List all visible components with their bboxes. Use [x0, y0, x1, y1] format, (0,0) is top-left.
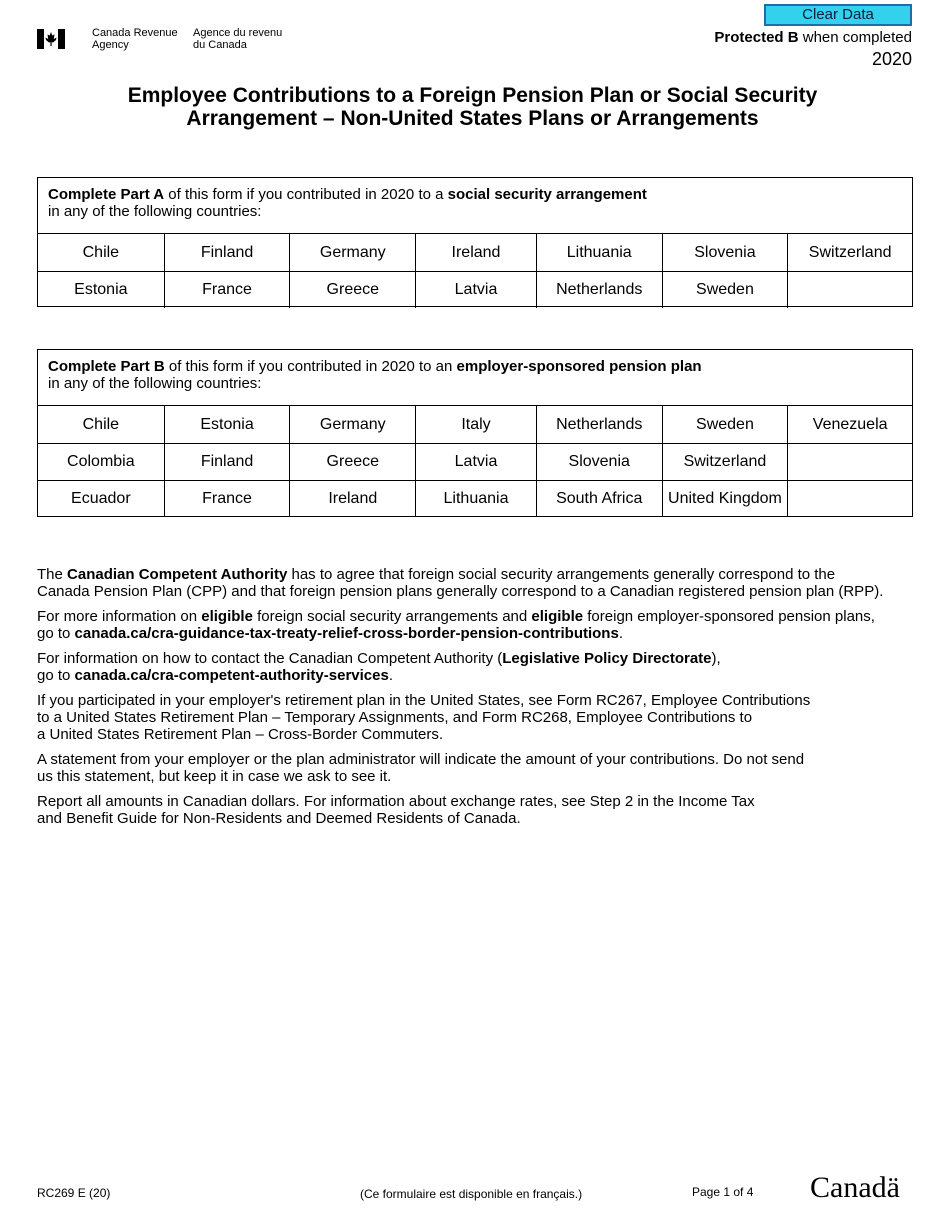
paragraph-us-plans: If you participated in your employer's retirement plan in the United States, see Form RC267, Employee Contributions to a United States Retirement Plan – Temporary Assignments, and Form RC268, Employee Contributions to a United States Retirement Plan – Cross-Border Commuters. [37, 692, 811, 743]
country-cell: Ireland [289, 481, 415, 517]
canada-wordmark: Canadä [810, 1171, 900, 1204]
country-cell: Italy [415, 406, 536, 443]
country-cell: Switzerland [662, 444, 788, 480]
country-cell: Latvia [415, 272, 536, 308]
country-cell: Ecuador [71, 490, 131, 507]
paragraph-competent-authority: The Canadian Competent Authority has to agree that foreign social security arrangements generally correspond to the Canada Pension Plan (CPP) and that foreign pension plans generally correspond to a Canadian registered pension plan (RPP). [37, 566, 884, 600]
paragraph-contact: For information on how to contact the Canadian Competent Authority (Legislative Policy Directorate), go to canada.ca/cra-competent-authority-services. [37, 650, 721, 684]
country-cell: United Kingdom [662, 481, 788, 517]
country-cell: Germany [289, 234, 415, 271]
country-cell: Sweden [662, 406, 788, 443]
form-identifier: RC269 E (20) [37, 1186, 111, 1200]
country-cell [787, 272, 912, 308]
country-cell: Netherlands [536, 272, 662, 308]
country-cell: Lithuania [415, 481, 536, 517]
paragraph-eligible-info: For more information on eligible foreign social security arrangements and eligible foreign employer-sponsored pension plans, go to canada.ca/cra-guidance-tax-treaty-relief-cross-border-pension-contributions. [37, 608, 875, 642]
guidance-link[interactable]: canada.ca/cra-guidance-tax-treaty-relief-cross-border-pension-contributions [74, 625, 619, 642]
clear-data-button[interactable]: Clear Data [764, 4, 912, 26]
instructions-text [37, 566, 937, 835]
country-cell: Germany [289, 406, 415, 443]
country-cell: Greece [289, 272, 415, 308]
country-cell: Ireland [415, 234, 536, 271]
form-year: 2020 [871, 49, 912, 69]
country-cell: Finland [164, 444, 290, 480]
table-row [38, 406, 912, 443]
table-row [38, 443, 912, 480]
country-cell: Venezuela [787, 406, 912, 443]
cra-signature [37, 27, 287, 53]
country-cell: South Africa [536, 481, 662, 517]
country-cell: Lithuania [536, 234, 662, 271]
form-title: Employee Contributions to a Foreign Pension Plan or Social Security Arrangement – Non-United States Plans or Arrangements [127, 84, 818, 130]
country-cell: Chile [82, 243, 120, 261]
country-cell: Greece [289, 444, 415, 480]
country-cell [787, 481, 912, 517]
part-b-intro: Complete Part B of this form if you contributed in 2020 to an employer-sponsored pension plan in any of the following countries: [38, 350, 912, 406]
country-cell: France [164, 481, 290, 517]
canada-flag-icon [37, 29, 65, 49]
paragraph-statement: A statement from your employer or the plan administrator will indicate the amount of your contributions. Do not send us this statement, but keep it in case we ask to see it. [37, 751, 805, 785]
agency-name-en: Canada Revenue Agency [92, 27, 178, 51]
table-row [38, 271, 912, 308]
country-cell: Chile [82, 415, 120, 433]
country-cell: Estonia [164, 406, 290, 443]
french-availability-note: (Ce formulaire est disponible en français.) [360, 1187, 583, 1201]
country-cell: Slovenia [662, 234, 788, 271]
competent-authority-link[interactable]: canada.ca/cra-competent-authority-services [74, 667, 389, 684]
country-cell: Slovenia [536, 444, 662, 480]
part-a-country-table [37, 177, 913, 307]
country-cell: Estonia [74, 281, 128, 298]
table-row [38, 480, 912, 517]
country-cell: France [164, 272, 290, 308]
protected-label: Protected B when completed [714, 29, 912, 46]
country-cell: Netherlands [536, 406, 662, 443]
country-cell: Sweden [662, 272, 788, 308]
agency-name-fr: Agence du revenu du Canada [193, 27, 283, 51]
part-b-country-table [37, 349, 913, 517]
country-cell: Latvia [415, 444, 536, 480]
country-cell [787, 444, 912, 480]
page-number: Page 1 of 4 [692, 1185, 754, 1199]
country-cell: Finland [164, 234, 290, 271]
part-a-intro: Complete Part A of this form if you contributed in 2020 to a social security arrangement in any of the following countries: [38, 178, 912, 234]
paragraph-currency: Report all amounts in Canadian dollars. For information about exchange rates, see Step 2 in the Income Tax and Benefit Guide for Non-Residents and Deemed Residents of Canada. [37, 793, 755, 827]
country-cell: Switzerland [787, 234, 912, 271]
table-row [38, 234, 912, 271]
country-cell: Colombia [67, 453, 135, 470]
